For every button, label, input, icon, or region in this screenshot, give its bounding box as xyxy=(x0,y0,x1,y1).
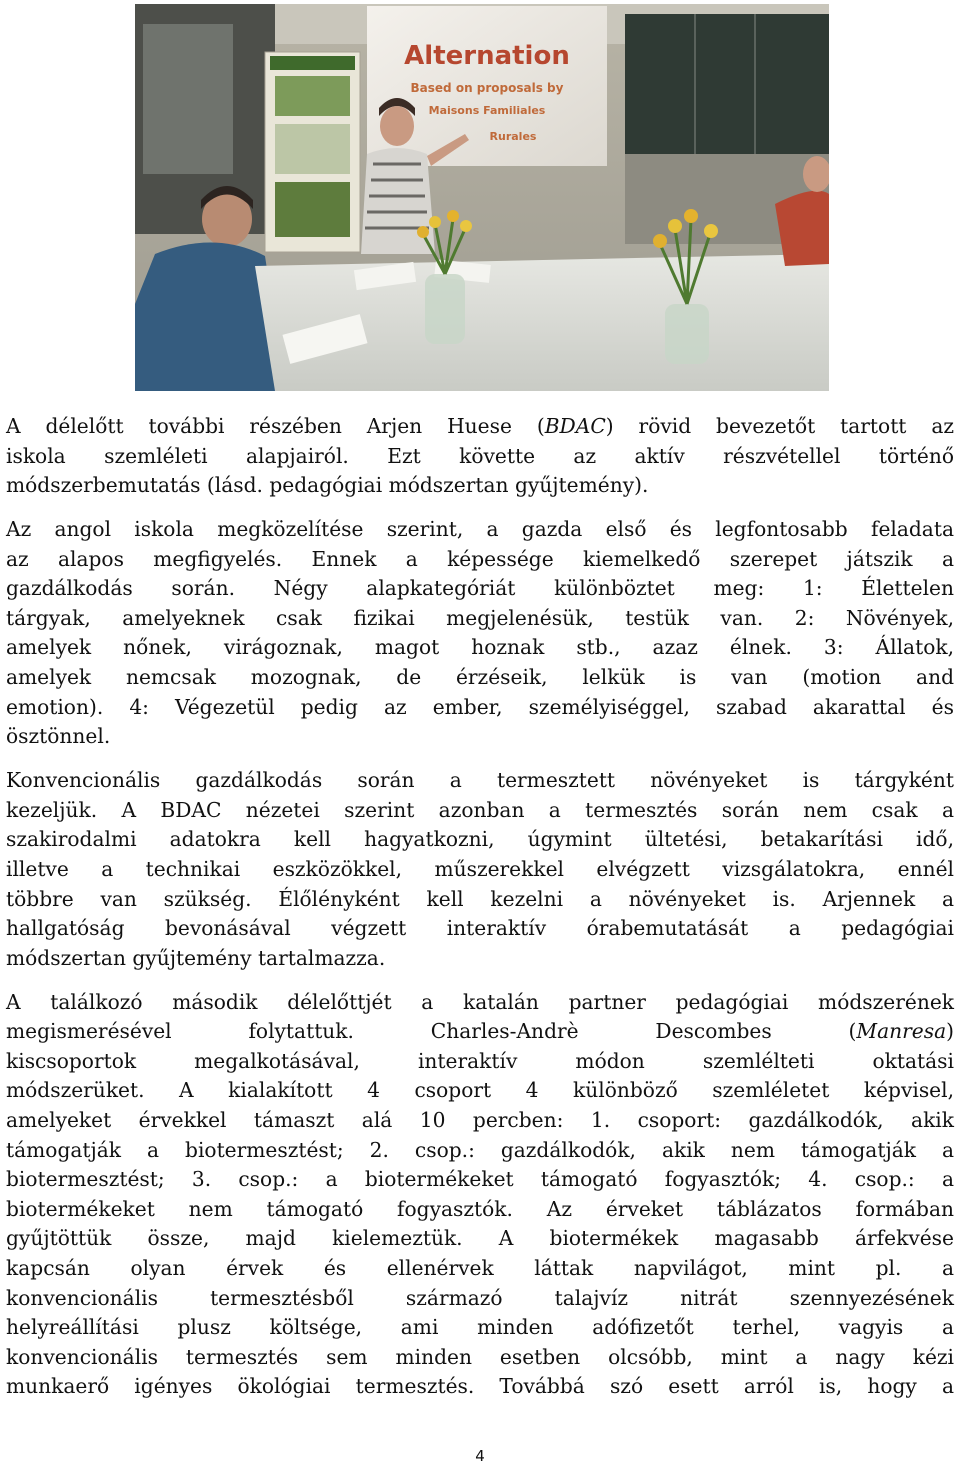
svg-text:Rurales: Rurales xyxy=(489,130,537,143)
text-line: konvencionális termesztésből származó talajvíz nitrát szennyezésének xyxy=(6,1285,954,1310)
text-line: helyreállítási plusz költsége, ami minden adófizetőt terhel, vagyis a xyxy=(6,1315,954,1340)
text-line: tárgyak, amelyeknek csak fizikai megjelenésük, testük van. 2: Növények, xyxy=(6,605,954,630)
svg-text:Maisons Familiales: Maisons Familiales xyxy=(428,104,546,117)
text-line: hallgatóság bevonásával végzett interaktív órabemutatását a pedagógiai xyxy=(6,916,954,941)
presentation-photo xyxy=(135,4,829,391)
italic-term: Manresa xyxy=(856,1019,947,1044)
text-line: kiscsoportok megalkotásával, interaktív módon szemlélteti oktatási xyxy=(6,1048,954,1073)
text-line: módszertan gyűjtemény tartalmazza. xyxy=(6,945,386,970)
text-line: A találkozó második délelőttjét a katalán partner pedagógiai módszerének xyxy=(6,989,954,1014)
svg-text:Alternation: Alternation xyxy=(404,41,570,71)
paragraph-4 xyxy=(6,988,954,1402)
text-line: Az angol iskola megközelítése szerint, a gazda első és legfontosabb feladata xyxy=(6,517,954,542)
text-line: támogatják a biotermesztést; 2. csop.: gazdálkodók, akik nem támogatják a xyxy=(6,1137,954,1162)
paragraph-1 xyxy=(6,412,954,501)
paragraph-2 xyxy=(6,515,954,752)
text-line: módszerüket. A kialakított 4 csoport 4 különböző szemléletet képvisel, xyxy=(6,1078,954,1103)
text-line: amelyeket érvekkel támaszt alá 10 percben: 1. csoport: gazdálkodók, akik xyxy=(6,1107,954,1132)
text-line: megismerésével folytattuk. Charles-Andrè Descombes (Manresa) xyxy=(6,1019,954,1044)
text-line: kapcsán olyan érvek és ellenérvek láttak napvilágot, mint pl. a xyxy=(6,1255,954,1280)
text-line: biotermékeket nem támogató fogyasztók. Az érveket táblázatos formában xyxy=(6,1196,954,1221)
page-number: 4 xyxy=(475,1447,485,1465)
text-line: kezeljük. A BDAC nézetei szerint azonban a termesztés során nem csak a xyxy=(6,797,954,822)
italic-term: BDAC xyxy=(544,414,606,438)
text-line: ösztönnel. xyxy=(6,724,111,749)
text-line: iskola szemléleti alapjairól. Ezt követte az aktív részvétellel történő xyxy=(6,443,954,468)
text-line: módszerbemutatás (lásd. pedagógiai módszertan gyűjtemény). xyxy=(6,473,649,498)
text-line: emotion). 4: Végezetül pedig az ember, személyiséggel, szabad akarattal és xyxy=(6,694,954,719)
text-line: munkaerő igényes ökológiai termesztés. Továbbá szó esett arról is, hogy a xyxy=(6,1374,954,1399)
svg-text:Based on proposals by: Based on proposals by xyxy=(410,81,564,95)
text-line: többre van szükség. Élőlényként kell kezelni a növényeket is. Arjennek a xyxy=(6,886,954,911)
text-line: Konvencionális gazdálkodás során a termesztett növényeket is tárgyként xyxy=(6,768,954,793)
text-line: illetve a technikai eszközökkel, műszerekkel elvégzett vizsgálatokra, ennél xyxy=(6,856,954,881)
text-line: az alapos megfigyelés. Ennek a képessége kiemelkedő szerepet játszik a xyxy=(6,546,954,571)
text-line: gyűjtöttük össze, majd kielemeztük. A biotermékek magasabb árfekvése xyxy=(6,1226,954,1251)
text-line: biotermesztést; 3. csop.: a biotermékeket támogató fogyasztók; 4. csop.: a xyxy=(6,1167,954,1192)
article-body xyxy=(6,412,954,1402)
paragraph-3 xyxy=(6,766,954,973)
text-line: amelyek nőnek, virágoznak, magot hoznak stb., azaz élnek. 3: Állatok, xyxy=(6,635,954,660)
text-line: A délelőtt további részében Arjen Huese (BDAC) rövid bevezetőt tartott az xyxy=(6,414,954,438)
text-line: szakirodalmi adatokra kell hagyatkozni, úgymint ültetési, betakarítási idő, xyxy=(6,827,954,852)
text-line: gazdálkodás során. Négy alapkategóriát különböztet meg: 1: Élettelen xyxy=(6,576,954,601)
text-line: amelyek nemcsak mozognak, de érzéseik, lelkük is van (motion and xyxy=(6,665,954,690)
text-line: konvencionális termesztés sem minden esetben olcsóbb, mint a nagy kézi xyxy=(6,1344,954,1369)
